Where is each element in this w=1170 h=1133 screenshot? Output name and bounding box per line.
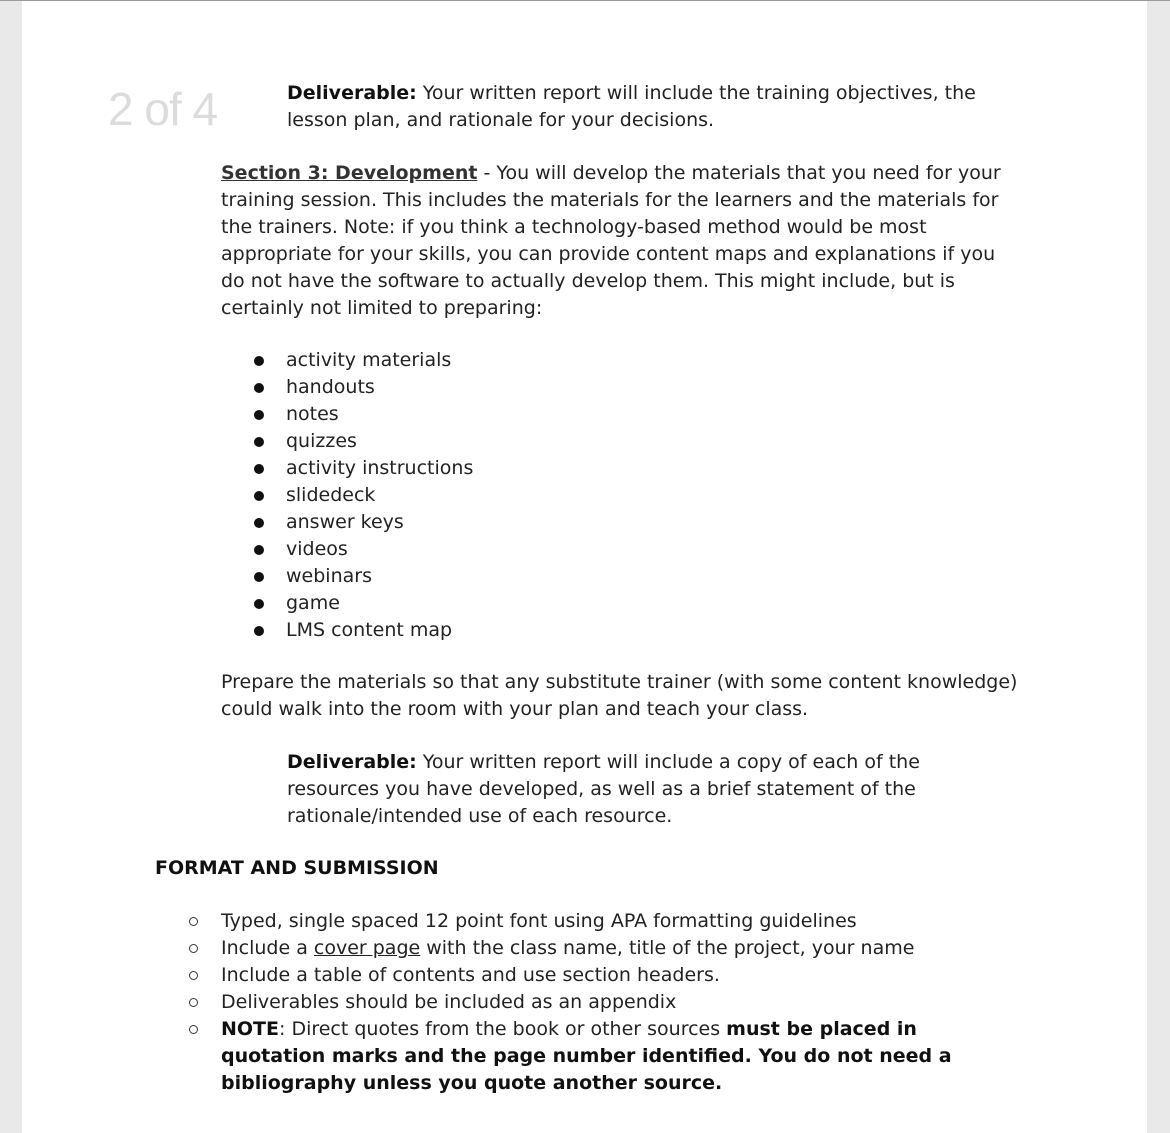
list-item-text: answer keys <box>286 511 404 533</box>
deliverable-2-label: Deliverable: <box>287 751 417 773</box>
list-item <box>187 935 1027 962</box>
list-item-text: LMS content map <box>286 619 453 641</box>
deliverable-1 <box>287 80 1017 134</box>
list-item <box>252 428 473 455</box>
circle-bullet-icon <box>189 971 198 980</box>
cover-page-link: cover page <box>313 937 421 959</box>
list-item-text: notes <box>286 403 339 425</box>
deliverable-1-label: Deliverable: <box>287 82 417 104</box>
list-item <box>252 482 473 509</box>
deliverable-2 <box>287 749 1017 830</box>
list-item <box>252 374 473 401</box>
section-3-paragraph <box>221 160 1021 322</box>
list-item <box>187 962 1027 989</box>
bullet-icon <box>254 437 264 447</box>
list-item-text: handouts <box>286 376 375 398</box>
bullet-icon <box>254 626 264 636</box>
page-indicator: 2 of 4 <box>108 83 218 135</box>
prepare-paragraph: Prepare the materials so that any substitute trainer (with some content knowledge) could walk into the room with your plan and teach your class. <box>221 671 1018 720</box>
section-3-heading: Section 3: Development <box>221 162 478 184</box>
circle-bullet-icon <box>189 998 198 1007</box>
list-item <box>252 536 473 563</box>
note-label: NOTE <box>221 1018 279 1040</box>
bullet-icon <box>254 410 264 420</box>
bullet-icon <box>254 383 264 393</box>
list-item-text: slidedeck <box>286 484 376 506</box>
format-item-text: Include a table of contents and use section headers. <box>221 964 720 986</box>
list-item <box>252 509 473 536</box>
format-list <box>187 908 1027 1097</box>
bullet-icon <box>254 356 264 366</box>
list-item <box>187 908 1027 935</box>
materials-list <box>252 347 473 644</box>
circle-bullet-icon <box>189 1025 198 1034</box>
bullet-icon <box>254 545 264 555</box>
list-item-text: activity materials <box>286 349 452 371</box>
list-item <box>252 590 473 617</box>
bullet-icon <box>254 518 264 528</box>
format-item-text: Typed, single spaced 12 point font using APA formatting guidelines <box>221 910 857 932</box>
list-item-text: activity instructions <box>286 457 474 479</box>
bullet-icon <box>254 464 264 474</box>
list-item-text: quizzes <box>286 430 357 452</box>
list-item-text: game <box>286 592 340 614</box>
note-text: : Direct quotes from the book or other sources <box>279 1018 727 1040</box>
circle-bullet-icon <box>189 944 198 953</box>
deliverable-1-text: Your written report will include the training objectives, the lesson plan, and rationale for your decisions. <box>287 82 976 131</box>
list-item <box>252 347 473 374</box>
list-item <box>252 563 473 590</box>
format-item-text: Include a <box>221 937 314 959</box>
note-bold-text: must be placed in quotation marks and the page number identified. You do not need a bibliography unless you quote another source. <box>221 1018 952 1094</box>
bullet-icon <box>254 491 264 501</box>
deliverable-2-text: Your written report will include a copy of each of the resources you have developed, as well as a brief statement of the rationale/intended use of each resource. <box>287 751 920 827</box>
list-item-text: videos <box>286 538 348 560</box>
list-item <box>187 1016 1027 1097</box>
list-item <box>252 455 473 482</box>
format-item-text: with the class name, title of the project, your name <box>420 937 915 959</box>
bullet-icon <box>254 599 264 609</box>
list-item <box>252 401 473 428</box>
list-item <box>252 617 473 644</box>
bullet-icon <box>254 572 264 582</box>
list-item-text: webinars <box>286 565 372 587</box>
list-item <box>187 989 1027 1016</box>
format-item-text: Deliverables should be included as an appendix <box>221 991 677 1013</box>
circle-bullet-icon <box>189 917 198 926</box>
section-3-text: - You will develop the materials that you need for your training session. This includes the materials for the learners and the materials for the trainers. Note: if you think a technology-based method would be most appropriate for your skills, you can provide content maps and explanations if you do not have the software to actually develop them. This might include, but is certainly not limited to preparing: <box>221 162 1001 319</box>
format-heading: FORMAT AND SUBMISSION <box>155 857 439 879</box>
